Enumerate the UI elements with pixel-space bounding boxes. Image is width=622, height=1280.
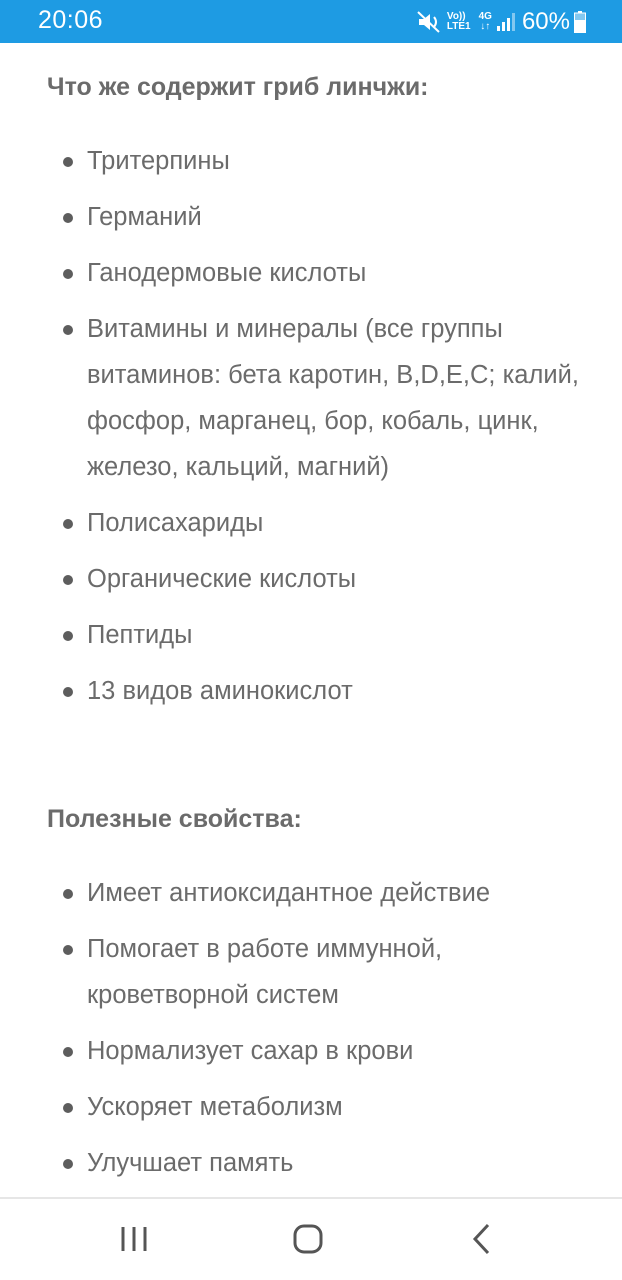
status-bar xyxy=(0,0,622,43)
list-item: Улучшает память xyxy=(0,1140,622,1186)
volte-top-label: Vo)) xyxy=(446,11,466,22)
list-item: Помогает в работе иммунной, кроветворной систем xyxy=(0,926,622,1018)
mute-icon xyxy=(417,11,443,33)
volte-icon xyxy=(447,12,471,32)
list-item: Пептиды xyxy=(0,612,622,658)
section-heading-benefits: Полезные свойства: xyxy=(47,805,302,833)
list-item: Полисахариды xyxy=(0,500,622,546)
status-time: 20:06 xyxy=(38,6,104,34)
benefits-list xyxy=(0,870,622,1196)
status-icons xyxy=(417,6,586,38)
section-heading-composition: Что же содержит гриб линчжи: xyxy=(47,73,429,101)
data-arrows-icon: ↓↑ xyxy=(480,21,491,32)
list-item: Витамины и минералы (все группы витаминов: бета каротин, B,D,E,C; калий, фосфор, марганец, бор, кобаль, цинк, железо, кальций, магний) xyxy=(0,306,622,490)
list-item: Нормализует сахар в крови xyxy=(0,1028,622,1074)
back-icon[interactable] xyxy=(462,1219,502,1259)
volte-bottom-label: LTE1 xyxy=(446,21,471,32)
list-item: Германий xyxy=(0,194,622,240)
list-item: Тритерпины xyxy=(0,138,622,184)
list-item: Имеет антиоксидантное действие xyxy=(0,870,622,916)
composition-list xyxy=(0,138,622,724)
network-type-icon xyxy=(479,12,492,32)
battery-icon xyxy=(574,11,586,33)
navigation-bar xyxy=(0,1197,622,1280)
list-item: Органические кислоты xyxy=(0,556,622,602)
recent-apps-icon[interactable] xyxy=(114,1219,154,1259)
network-type-label: 4G xyxy=(478,11,492,22)
article-content xyxy=(0,43,622,1197)
home-icon[interactable] xyxy=(288,1219,328,1259)
list-item: 13 видов аминокислот xyxy=(0,668,622,714)
list-item: Ганодермовые кислоты xyxy=(0,250,622,296)
battery-percent: 60% xyxy=(521,8,570,35)
signal-icon xyxy=(496,12,516,32)
list-item: Ускоряет метаболизм xyxy=(0,1084,622,1130)
